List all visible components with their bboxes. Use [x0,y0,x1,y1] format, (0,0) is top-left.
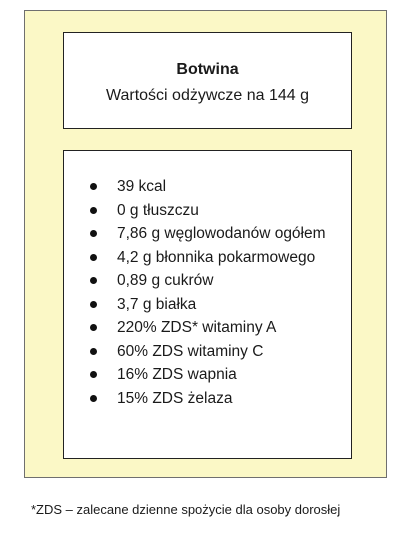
bullet-icon [90,254,97,261]
bullet-icon [90,230,97,237]
fact-fat [90,199,340,223]
fact-vitamin-c [90,340,340,364]
fact-text: 60% ZDS witaminy C [117,342,264,360]
bullet-icon [90,277,97,284]
fact-text: 7,86 g węglowodanów ogółem [117,225,326,242]
bullet-icon [90,183,97,190]
fact-text: 220% ZDS* witaminy A [117,319,277,336]
nutrition-facts-list [90,175,340,410]
bullet-icon [90,371,97,378]
fact-protein [90,293,340,317]
product-title: Botwina [176,61,239,78]
bullet-icon [90,348,97,355]
title-box [63,32,352,129]
fact-carbohydrates [90,222,340,246]
bullet-icon [90,324,97,331]
fact-sugars [90,269,340,293]
bullet-icon [90,301,97,308]
fact-text: 39 kcal [117,178,167,195]
fact-calories [90,175,340,199]
fact-iron [90,387,340,411]
bullet-icon [90,395,97,402]
fact-text: 16% ZDS wapnia [117,366,237,383]
fact-fiber [90,246,340,270]
footnote: *ZDS – zalecane dzienne spożycie dla osoby dorosłej [31,502,341,517]
fact-text: 0 g tłuszczu [117,201,199,219]
bullet-icon [90,207,97,214]
fact-text: 4,2 g błonnika pokarmowego [117,248,316,266]
serving-subtitle: Wartości odżywcze na 144 g [105,87,310,104]
fact-text: 0,89 g cukrów [117,272,214,289]
fact-calcium [90,363,340,387]
nutrition-facts-box [63,150,352,459]
fact-text: 15% ZDS żelaza [117,389,233,407]
fact-vitamin-a [90,316,340,340]
fact-text: 3,7 g białka [117,295,197,313]
